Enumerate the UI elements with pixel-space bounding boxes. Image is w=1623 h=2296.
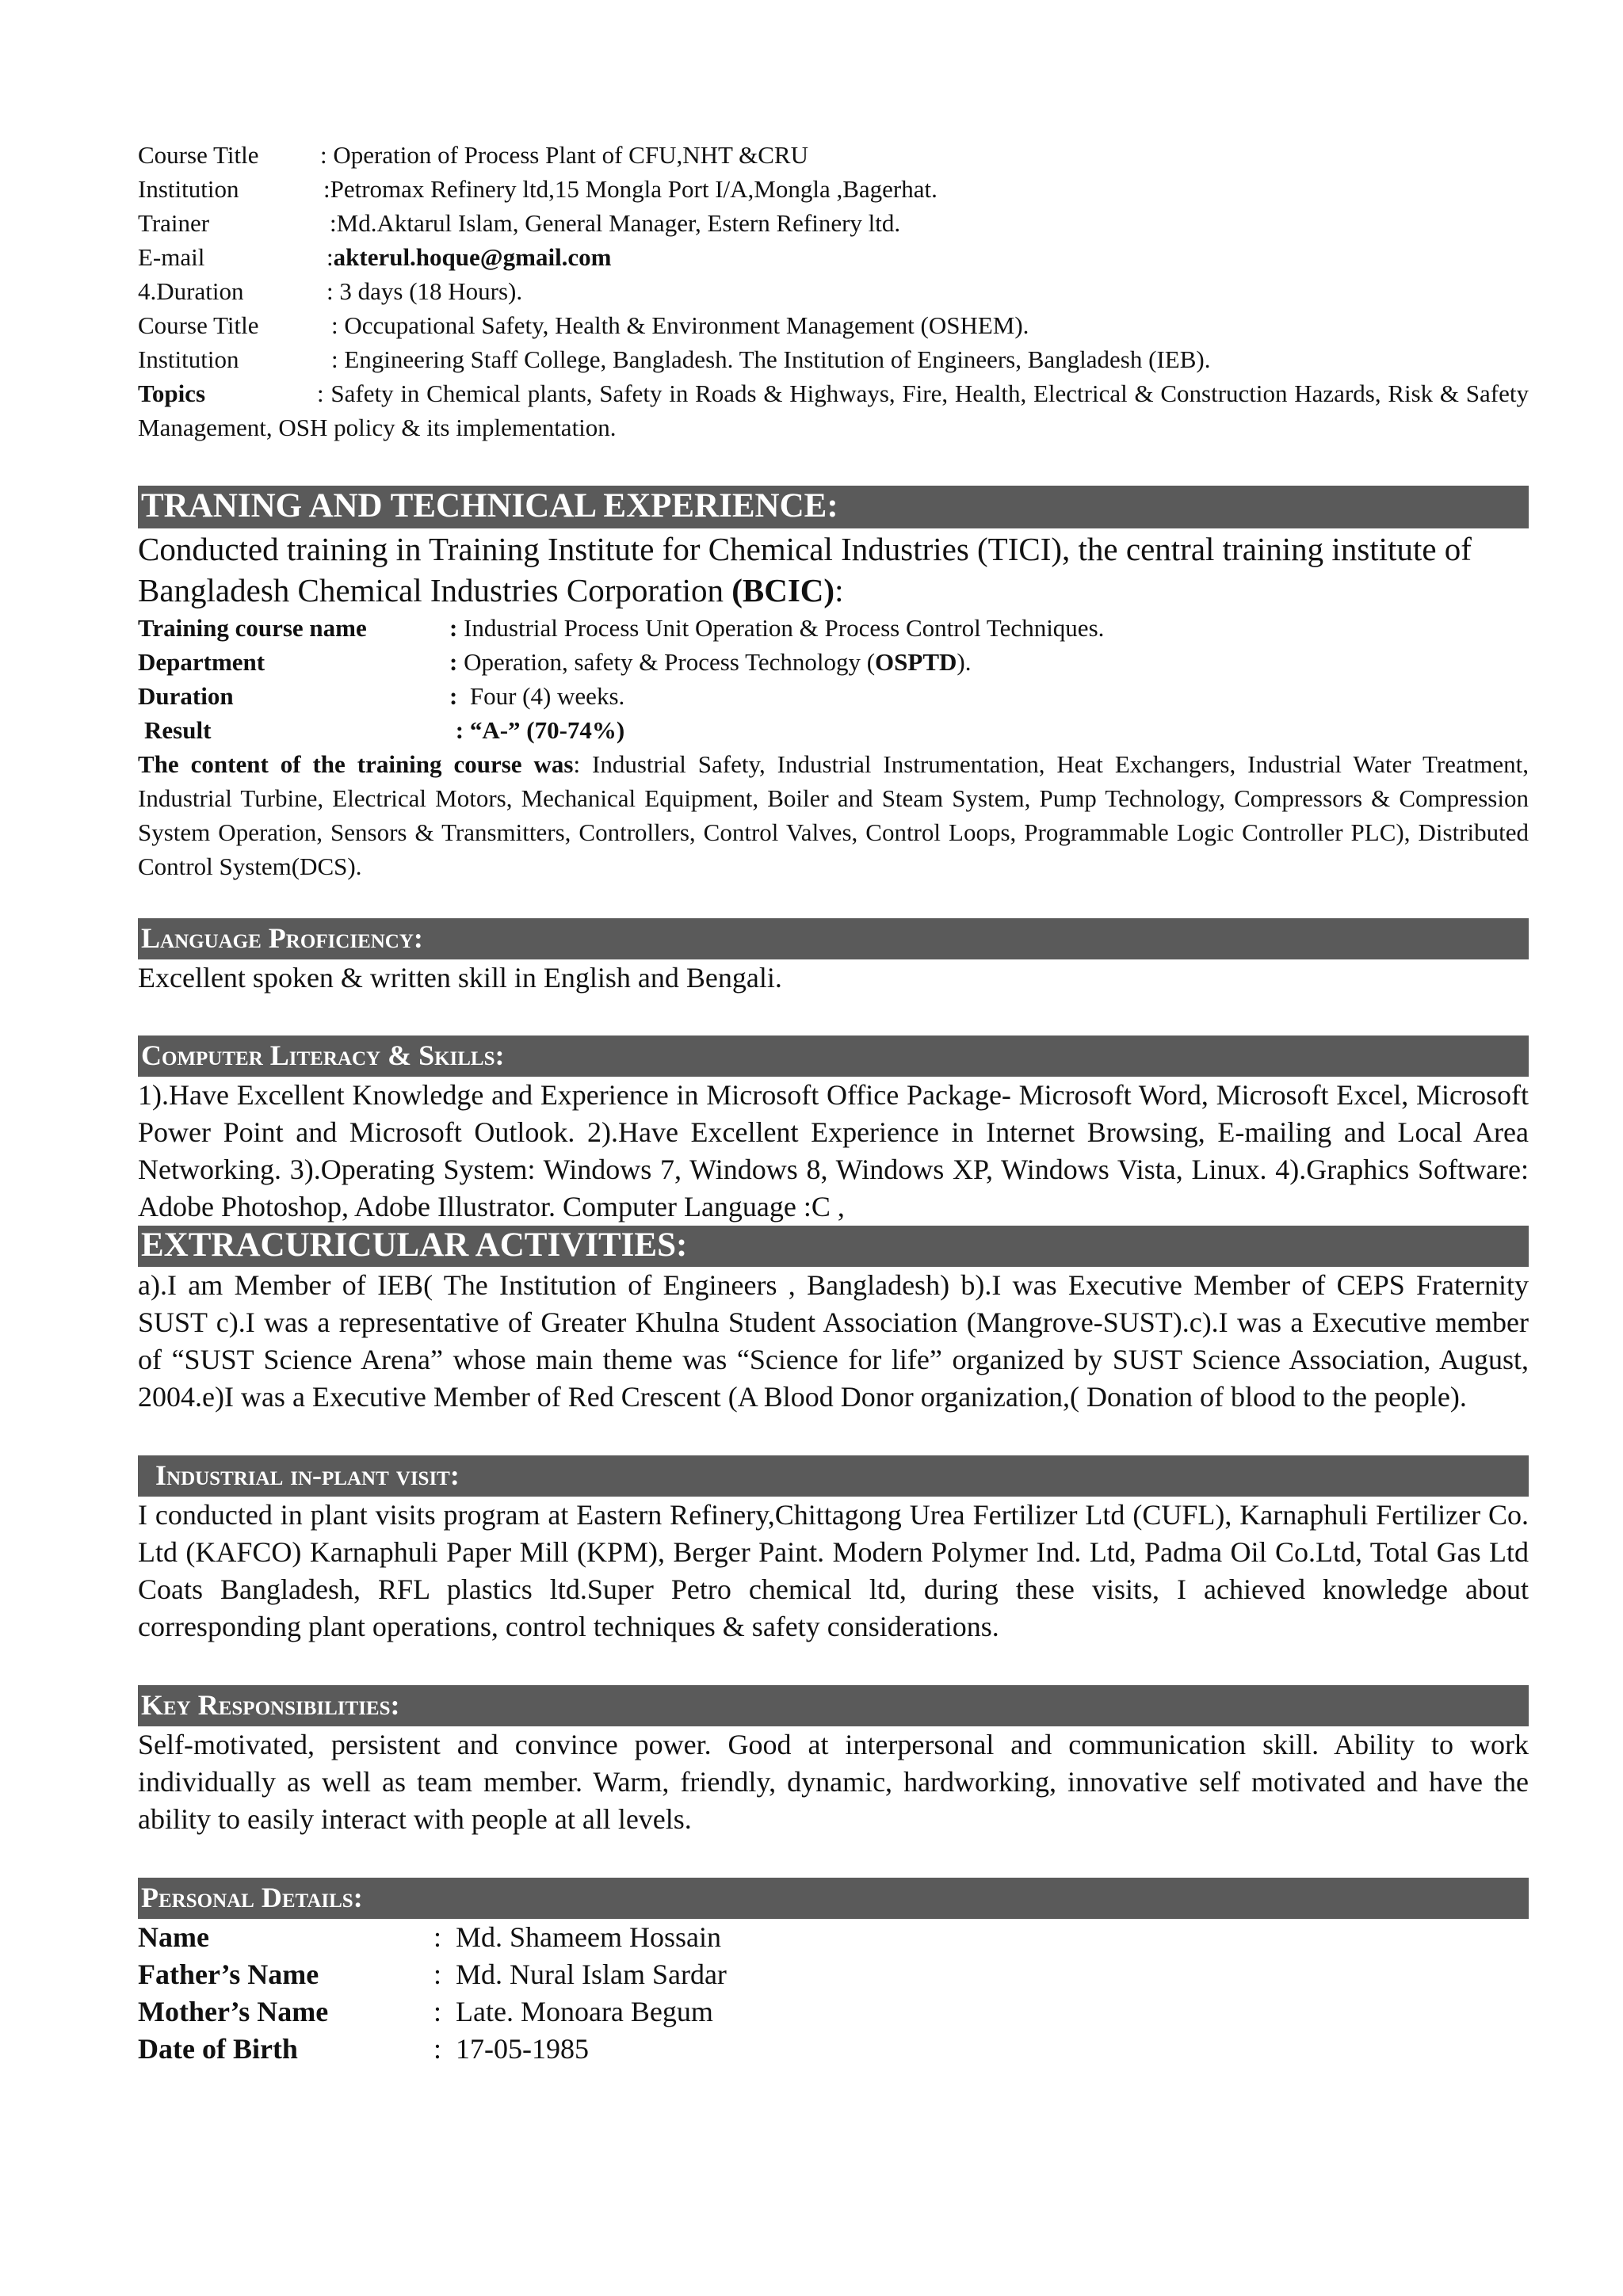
personal-detail-row (138, 1919, 1529, 1956)
training-heading: TRANING AND TECHNICAL EXPERIENCE: (138, 486, 1529, 528)
extracurricular-heading: EXTRACURICULAR ACTIVITIES: (138, 1226, 1529, 1267)
colon: : (449, 648, 464, 676)
personal-details-list (138, 1919, 1529, 2068)
department-label: Department (138, 648, 265, 676)
personal-detail-value: : Md. Nural Islam Sardar (433, 1958, 727, 1990)
training-intro (138, 528, 1529, 611)
course-value: Md.Aktarul Islam, General Manager, Estern Refinery ltd. (336, 209, 901, 237)
colon: : (449, 682, 470, 710)
industrial-visit-text: I conducted in plant visits program at Eastern Refinery,Chittagong Urea Fertilizer Ltd (CUFL), Karnaphuli Fertilizer Co. Ltd (KAFCO) Karnaphuli Paper Mill (KPM), Berger Paint. Modern Polymer Ind. Ltd, Padma Oil Co.Ltd, Total Gas Ltd Coats Bangladesh, RFL plastics ltd.Super Petro chemical ltd, during these visits, I achieved knowledge about corresponding plant operations, control techniques & safety considerations. (138, 1499, 1529, 1642)
course-row (138, 342, 1529, 376)
language-text: Excellent spoken & written skill in English and Bengali. (138, 962, 782, 994)
course-list (138, 138, 1529, 376)
training-course-name-label: Training course name (138, 614, 367, 642)
duration-label: Duration (138, 682, 234, 710)
computer-text: 1).Have Excellent Knowledge and Experience in Microsoft Office Package- Microsoft Word, Microsoft Excel, Microsoft Power Point and Microsoft Outlook. 2).Have Excellent Experience in Internet Browsing, E-mailing and Local Area Networking. 3).Operating System: Windows 7, Windows 8, Windows XP, Windows Vista, Linux. 4).Graphics Software: Adobe Photoshop, Adobe Illustrator. Computer Language :C , (138, 1079, 1529, 1222)
course-separator: : (331, 311, 345, 339)
course-row (138, 274, 1529, 308)
department-value-bold: OSPTD (875, 648, 957, 676)
personal-detail-value: : Md. Shameem Hossain (433, 1921, 721, 1953)
training-course-name-value: Industrial Process Unit Operation & Process Control Techniques. (464, 614, 1105, 642)
topics-text: : Safety in Chemical plants, Safety in Roads & Highways, Fire, Health, Electrical & Construction Hazards, Risk & Safety Management, OSH policy & its implementation. (138, 379, 1529, 441)
topics-label: Topics (138, 379, 206, 407)
course-row (138, 138, 1529, 172)
course-label: 4.Duration (138, 277, 244, 305)
personal-detail-label: Name (138, 1921, 209, 1953)
personal-detail-row (138, 1956, 1529, 1993)
computer-heading: Computer Literacy & Skills: (138, 1035, 1529, 1077)
industrial-visit-heading: Industrial in-plant visit: (138, 1455, 1529, 1497)
topics-paragraph (138, 376, 1529, 444)
training-content-label: The content of the training course was (138, 750, 574, 778)
result-value: “A-” (70-74%) (469, 716, 625, 744)
course-value: Engineering Staff College, Bangladesh. The Institution of Engineers, Bangladesh (IEB). (344, 345, 1211, 373)
key-responsibilities-heading: Key Responsibilities: (138, 1685, 1529, 1726)
course-separator: : (330, 209, 337, 237)
training-intro-text: Conducted training in Training Institute for Chemical Industries (TICI), the central training institute of Bangladesh Chemical Industries Corporation (138, 531, 1472, 608)
course-label: Trainer (138, 209, 210, 237)
course-value: akterul.hoque@gmail.com (333, 243, 612, 271)
course-label: Institution (138, 345, 239, 373)
training-content-text: : Industrial Safety, Industrial Instrumentation, Heat Exchangers, Industrial Water Treatment, Industrial Turbine, Electrical Motors, Mechanical Equipment, Boiler and Steam System, Pump Technology, Compressors & Compression System Operation, Sensors & Transmitters, Controllers, Control Valves, Control Loops, Programmable Logic Controller PLC), Distributed Control System(DCS). (138, 750, 1529, 880)
personal-detail-label: Father’s Name (138, 1958, 319, 1990)
result-row (138, 713, 1529, 747)
department-row (138, 645, 1529, 679)
course-value: 3 days (18 Hours). (339, 277, 523, 305)
course-value: Occupational Safety, Health & Environment Management (OSHEM). (344, 311, 1029, 339)
course-label: Institution (138, 175, 239, 203)
training-course-name-row (138, 611, 1529, 645)
course-label: Course Title (138, 311, 259, 339)
personal-detail-value: : Late. Monoara Begum (433, 1996, 713, 2027)
colon: : (449, 614, 464, 642)
personal-detail-row (138, 2031, 1529, 2068)
cv-page (138, 138, 1529, 2068)
training-intro-colon: : (834, 572, 844, 608)
personal-detail-label: Mother’s Name (138, 1996, 329, 2027)
course-label: E-mail (138, 243, 205, 271)
course-row (138, 308, 1529, 342)
course-separator: : (323, 175, 330, 203)
personal-detail-label: Date of Birth (138, 2033, 298, 2065)
course-row (138, 172, 1529, 206)
language-heading: Language Proficiency: (138, 918, 1529, 959)
course-separator: : (331, 345, 345, 373)
course-separator: : (327, 243, 334, 271)
course-label: Course Title (138, 141, 259, 169)
training-content (138, 747, 1529, 883)
key-responsibilities-text: Self-motivated, persistent and convince power. Good at interpersonal and communication skill. Ability to work individually as well as team member. Warm, friendly, dynamic, hardworking, innovative self motivated and have the ability to easily interact with people at all levels. (138, 1729, 1529, 1835)
course-row (138, 206, 1529, 240)
personal-detail-row (138, 1993, 1529, 2031)
duration-value: Four (4) weeks. (469, 682, 625, 710)
course-value: Petromax Refinery ltd,15 Mongla Port I/A,Mongla ,Bagerhat. (330, 175, 938, 203)
extracurricular-text: a).I am Member of IEB( The Institution of Engineers , Bangladesh) b).I was Executive Member of CEPS Fraternity SUST c).I was a representative of Greater Khulna Student Association (Mangrove-SUST).c).I was a Executive member of “SUST Science Arena” whose main theme was “Science for life” organized by SUST Science Association, August, 2004.e)I was a Executive Member of Red Crescent (A Blood Donor organization,( Donation of blood to the people). (138, 1269, 1529, 1413)
duration-row (138, 679, 1529, 713)
course-separator: : (320, 141, 334, 169)
result-label: Result (144, 716, 212, 744)
course-row (138, 240, 1529, 274)
department-value: Operation, safety & Process Technology ( (464, 648, 876, 676)
colon: : (449, 716, 470, 744)
personal-details-heading: Personal Details: (138, 1878, 1529, 1919)
personal-detail-value: : 17-05-1985 (433, 2033, 589, 2065)
department-value-end: ). (957, 648, 972, 676)
course-separator: : (327, 277, 340, 305)
training-intro-bcic: (BCIC) (731, 572, 835, 608)
course-value: Operation of Process Plant of CFU,NHT &CRU (333, 141, 808, 169)
